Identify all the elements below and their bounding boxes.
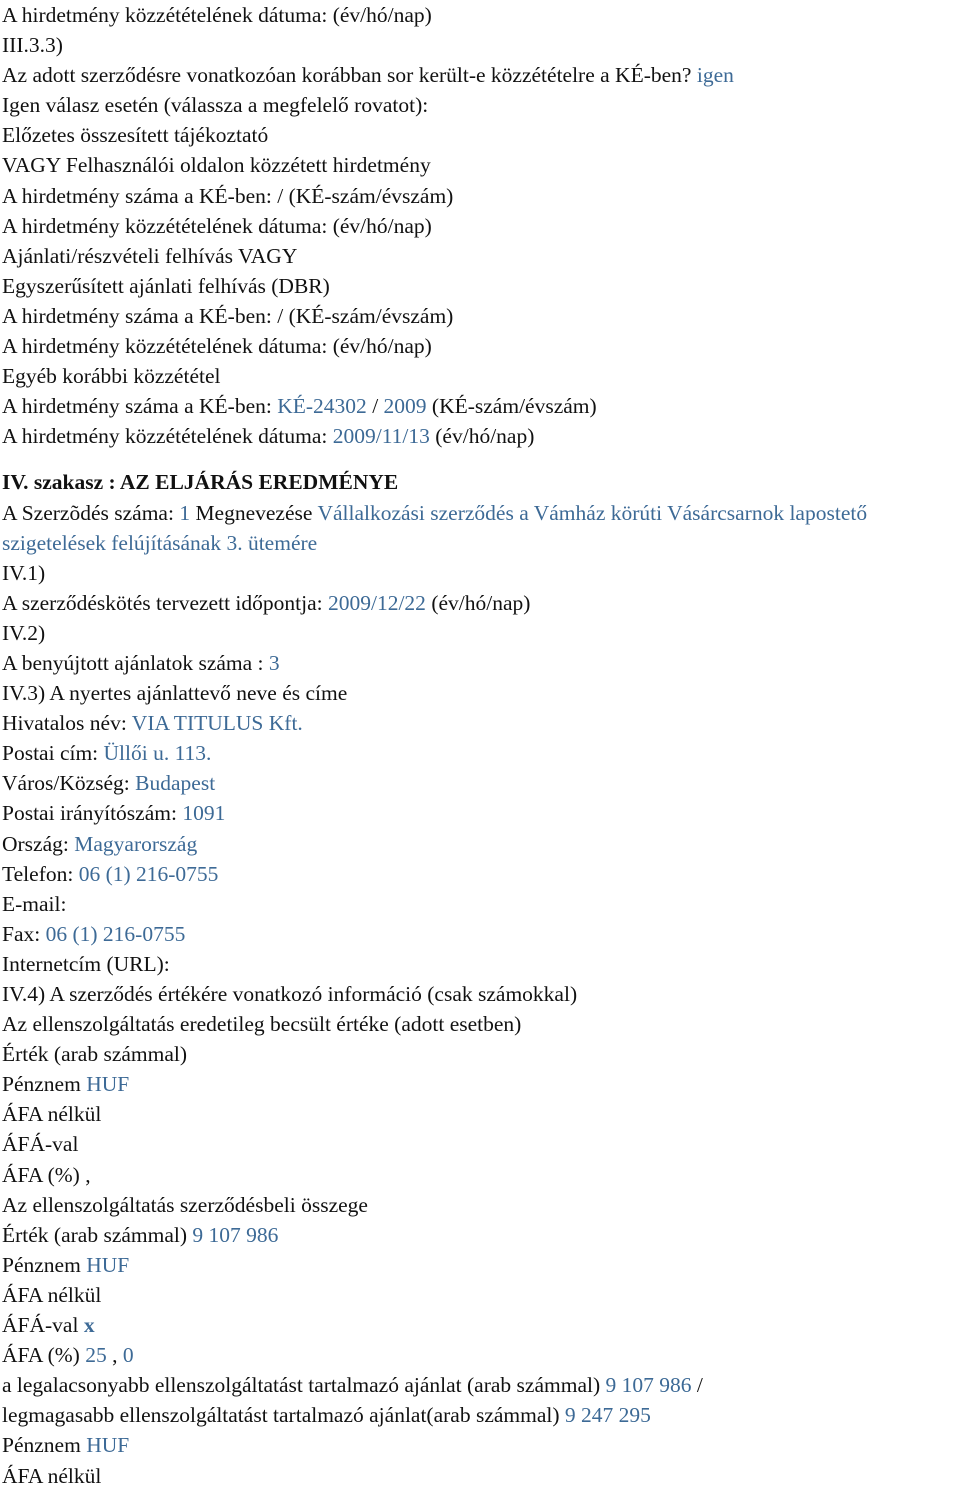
fax-label: Fax: [2, 921, 41, 946]
ke-number-label: A hirdetmény száma a KÉ-ben: [2, 394, 272, 419]
city-line [2, 768, 960, 798]
lowest-offer-label: a legalacsonyabb ellenszolgáltatást tartalmazó ajánlat (arab számmal) [2, 1373, 601, 1398]
vat-pct-label: ÁFA (%) [2, 1343, 80, 1368]
pub-date-line-filled [2, 421, 960, 451]
contract-number-and-name [2, 498, 960, 558]
estimated-vat-pct: ÁFA (%) , [2, 1162, 91, 1187]
pub-date-label: A hirdetmény közzétételének dátuma: [2, 424, 328, 449]
offers-count-line [2, 648, 960, 678]
pub-date-suffix: (év/hó/nap) [435, 424, 535, 449]
vat-pct-dec: 0 [122, 1343, 134, 1368]
fax-value: 06 (1) 216-0755 [45, 921, 186, 946]
ke-number-line-2: A hirdetmény száma a KÉ-ben: / (KÉ-szám/évszám) [2, 303, 454, 328]
contract-vat-pct-line [2, 1340, 960, 1370]
contract-with-vat-line [2, 1310, 960, 1340]
contract-date-label: A szerződéskötés tervezett időpontja: [2, 590, 323, 615]
pub-date-line-1: A hirdetmény közzétételének dátuma: (év/hó/nap) [2, 3, 432, 27]
postcode-line [2, 798, 960, 828]
section-iv1: IV.1) [2, 560, 46, 585]
country-line [2, 829, 960, 859]
contract-name-value: Vállalkozási szerződés a Vámház körúti Vásárcsarnok lapostető szigetelések felújításának 3. ütemére [2, 500, 868, 555]
country-label: Ország: [2, 831, 69, 856]
offers-no-vat: ÁFA nélkül [2, 1463, 102, 1488]
vat-pct-sep: , [112, 1343, 118, 1368]
phone-line [2, 859, 960, 889]
pub-date-line-2: A hirdetmény közzétételének dátuma: (év/hó/nap) [2, 213, 432, 238]
pub-date-line-3: A hirdetmény közzétételének dátuma: (év/hó/nap) [2, 334, 432, 359]
estimated-with-vat: ÁFÁ-val [2, 1132, 79, 1157]
offers-label: A benyújtott ajánlatok száma : [2, 650, 264, 675]
postal-address-value: Üllői u. 113. [103, 741, 212, 766]
city-value: Budapest [135, 771, 216, 796]
pub-date-value: 2009/11/13 [332, 424, 430, 449]
contract-date-line [2, 588, 960, 618]
fax-line [2, 919, 960, 949]
postcode-value: 1091 [182, 801, 226, 826]
contract-value: 9 107 986 [192, 1222, 279, 1247]
ke-year-value: 2009 [383, 394, 427, 419]
prior-pub-answer: igen [696, 63, 734, 88]
url-line: Internetcím (URL): [2, 951, 170, 976]
call-notice: Ajánlati/részvételi felhívás VAGY [2, 243, 298, 268]
estimated-value-line: Érték (arab számmal) [2, 1042, 188, 1067]
contract-date-value: 2009/12/22 [327, 590, 426, 615]
section-iv-heading: IV. szakasz : AZ ELJÁRÁS EREDMÉNYE [2, 470, 399, 495]
lowest-offer-line [2, 1370, 960, 1400]
contract-no-label: A Szerzõdés száma: [2, 500, 174, 525]
ke-number-value: KÉ-24302 [277, 394, 367, 419]
ke-number-suffix: (KÉ-szám/évszám) [431, 394, 597, 419]
official-name-value: VIA TITULUS Kft. [131, 711, 303, 736]
dbr-notice: Egyszerűsített ajánlati felhívás (DBR) [2, 273, 330, 298]
currency-label: Pénznem [2, 1433, 81, 1458]
summary-notice: Előzetes összesített tájékoztató [2, 123, 269, 148]
prior-publication-question [2, 60, 960, 90]
section-iv4: IV.4) A szerződés értékére vonatkozó információ (csak számokkal) [2, 982, 578, 1006]
ke-number-line-filled [2, 391, 960, 421]
vat-pct-int: 25 [85, 1343, 107, 1368]
lowest-offer-sep: / [696, 1373, 703, 1398]
section-iv3: IV.3) A nyertes ajánlattevő neve és címe [2, 681, 348, 706]
if-yes-instruction: Igen válasz esetén (válassza a megfelelő rovatot): [2, 93, 429, 118]
prior-pub-question-text: Az adott szerződésre vonatkozóan korábban sor került-e közzétételre a KÉ-ben? [2, 63, 692, 88]
email-line: E-mail: [2, 891, 67, 916]
estimated-value-heading: Az ellenszolgáltatás eredetileg becsült értéke (adott esetben) [2, 1012, 522, 1037]
country-value: Magyarország [74, 831, 198, 856]
section-iv2: IV.2) [2, 620, 46, 645]
section-spacer [2, 451, 960, 467]
highest-offer-label: legmagasabb ellenszolgáltatást tartalmazó ajánlat(arab számmal) [2, 1403, 560, 1428]
estimated-no-vat: ÁFA nélkül [2, 1102, 102, 1127]
currency-label: Pénznem [2, 1072, 81, 1097]
postal-address-line [2, 738, 960, 768]
offers-value: 3 [268, 650, 280, 675]
contract-date-suffix: (év/hó/nap) [431, 590, 531, 615]
highest-offer-line [2, 1400, 960, 1430]
official-name-line [2, 708, 960, 738]
contract-no-vat: ÁFA nélkül [2, 1282, 102, 1307]
phone-value: 06 (1) 216-0755 [78, 861, 219, 886]
phone-label: Telefon: [2, 861, 74, 886]
contract-value-line [2, 1220, 960, 1250]
estimated-currency-line [2, 1069, 960, 1099]
postcode-label: Postai irányítószám: [2, 801, 177, 826]
currency-value: HUF [86, 1433, 130, 1458]
currency-value: HUF [86, 1252, 130, 1277]
currency-label: Pénznem [2, 1252, 81, 1277]
value-label: Érték (arab számmal) [2, 1222, 188, 1247]
highest-offer-value: 9 247 295 [564, 1403, 651, 1428]
contract-amount-heading: Az ellenszolgáltatás szerződésbeli összege [2, 1192, 368, 1217]
offers-currency-line [2, 1430, 960, 1460]
contract-currency-line [2, 1250, 960, 1280]
currency-value: HUF [86, 1072, 130, 1097]
official-name-label: Hivatalos név: [2, 711, 127, 736]
with-vat-label: ÁFÁ-val [2, 1313, 79, 1338]
with-vat-mark: x [83, 1313, 95, 1338]
user-page-notice: VAGY Felhasználói oldalon közzétett hirdetmény [2, 153, 431, 178]
ke-number-slash: / [372, 394, 379, 419]
other-prior-publication: Egyéb korábbi közzététel [2, 364, 221, 389]
postal-address-label: Postai cím: [2, 741, 99, 766]
lowest-offer-value: 9 107 986 [605, 1373, 692, 1398]
city-label: Város/Község: [2, 771, 130, 796]
contract-no-value: 1 [179, 500, 191, 525]
ke-number-line-1: A hirdetmény száma a KÉ-ben: / (KÉ-szám/évszám) [2, 183, 454, 208]
contract-name-label: Megnevezése [195, 500, 313, 525]
section-iii33: III.3.3) [2, 33, 63, 58]
